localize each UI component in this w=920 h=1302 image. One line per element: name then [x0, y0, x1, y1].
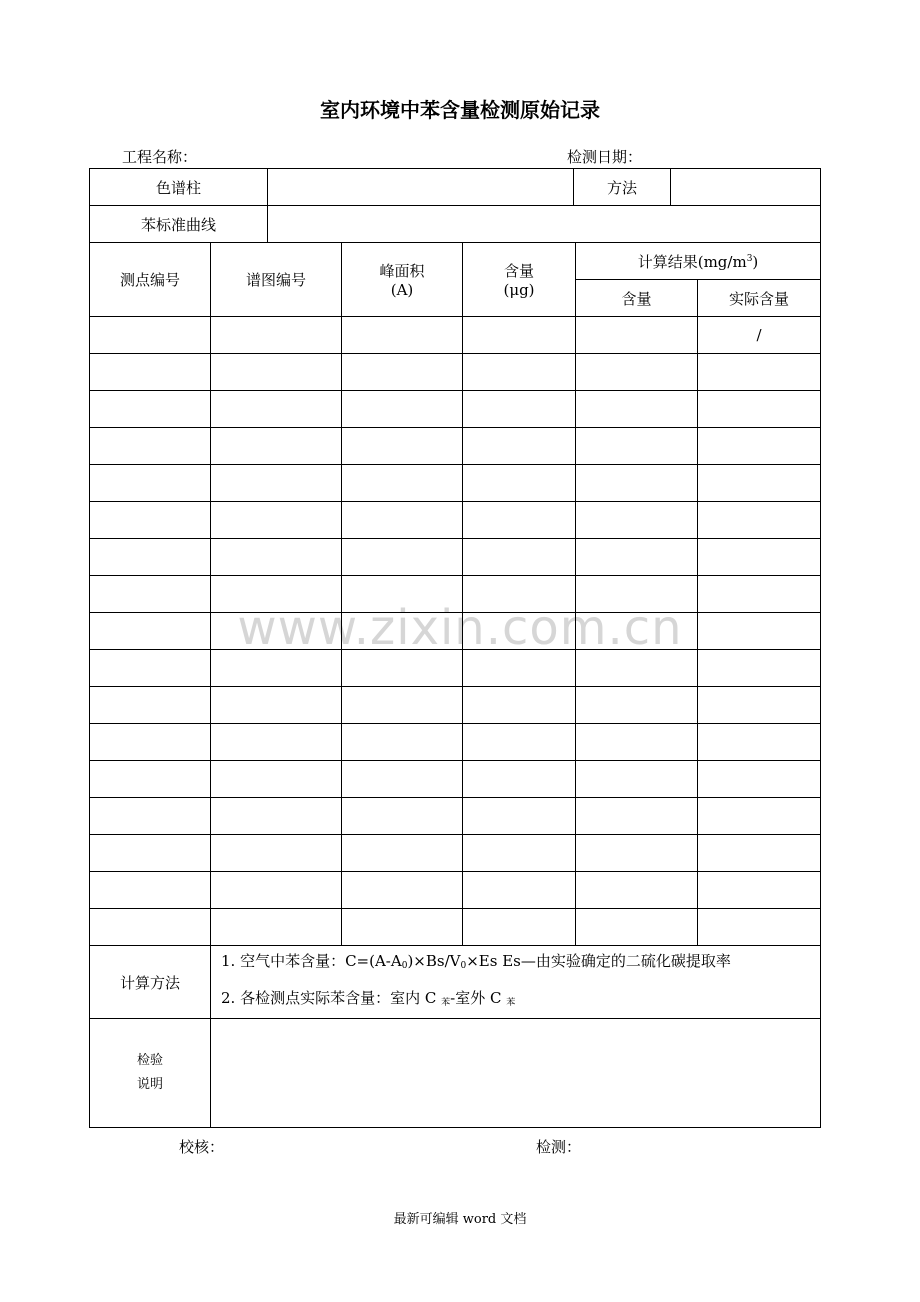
table-cell[interactable]: [211, 724, 342, 761]
table-cell[interactable]: [211, 576, 342, 613]
table-cell[interactable]: [211, 761, 342, 798]
notes-label: [90, 1019, 211, 1128]
calc-formula-2: [211, 988, 820, 1013]
calc-method-row: [90, 946, 821, 1019]
table-row: [90, 872, 821, 909]
table-row: [90, 613, 821, 650]
formula1-sub-0: 0: [401, 961, 408, 971]
table-cell[interactable]: [211, 465, 342, 502]
calc-formula-1: [211, 951, 820, 976]
table-cell[interactable]: [342, 613, 463, 650]
table-cell[interactable]: [90, 502, 211, 539]
table-row: [90, 502, 821, 539]
content-label: 含量: [503, 262, 534, 280]
table-cell[interactable]: [211, 872, 342, 909]
formula2-sub-a: 苯: [441, 998, 451, 1008]
tester-label: 检测：: [536, 1138, 582, 1156]
table-cell[interactable]: [463, 428, 576, 465]
table-cell[interactable]: [342, 539, 463, 576]
table-row: [90, 650, 821, 687]
table-cell[interactable]: [342, 761, 463, 798]
table-cell[interactable]: [576, 872, 698, 909]
table-row: [90, 465, 821, 502]
table-cell[interactable]: [576, 465, 698, 502]
col-point-number: 测点编号: [90, 243, 211, 317]
info-row-column: [90, 169, 821, 206]
table-row: [90, 724, 821, 761]
notes-row: [90, 1019, 821, 1128]
table-cell[interactable]: [90, 724, 211, 761]
table-row: [90, 687, 821, 724]
page-title: 室内环境中苯含量检测原始记录: [320, 98, 600, 122]
table-cell[interactable]: [342, 909, 463, 946]
calc-result-exponent: 3: [746, 253, 753, 264]
col-result-actual-content: 实际含量: [698, 280, 821, 317]
table-cell[interactable]: [698, 872, 821, 909]
table-cell[interactable]: [90, 909, 211, 946]
table-cell[interactable]: [463, 687, 576, 724]
formula1-part-b: )×Bs/V: [407, 952, 461, 970]
table-cell[interactable]: [463, 465, 576, 502]
table-cell[interactable]: [576, 687, 698, 724]
table-cell[interactable]: [90, 539, 211, 576]
formula2-part-a: 2. 各检测点实际苯含量：室内 C: [221, 989, 442, 1007]
col-peak-area: [342, 243, 463, 317]
table-cell[interactable]: [90, 650, 211, 687]
table-cell[interactable]: [211, 835, 342, 872]
notes-label-line-1: 检验: [136, 1053, 163, 1068]
table-cell[interactable]: [463, 909, 576, 946]
table-cell[interactable]: [463, 576, 576, 613]
table-cell[interactable]: [90, 354, 211, 391]
column-value[interactable]: [268, 169, 574, 206]
peak-area-label: 峰面积: [379, 262, 425, 280]
table-cell[interactable]: [463, 650, 576, 687]
notes-content[interactable]: [211, 1019, 821, 1128]
table-cell[interactable]: [90, 428, 211, 465]
table-cell[interactable]: [211, 687, 342, 724]
formula2-part-b: -室外 C: [450, 989, 507, 1007]
table-cell[interactable]: [90, 761, 211, 798]
table-cell[interactable]: [698, 687, 821, 724]
table-cell[interactable]: [463, 613, 576, 650]
footnote: 最新可编辑 word 文档: [393, 1212, 527, 1227]
table-cell[interactable]: [342, 391, 463, 428]
table-cell[interactable]: [698, 724, 821, 761]
formula1-sub-1: 0: [460, 961, 467, 971]
table-cell[interactable]: [698, 909, 821, 946]
table-row: [90, 428, 821, 465]
table-cell[interactable]: [576, 502, 698, 539]
peak-area-unit: (A): [390, 281, 414, 299]
calc-result-close: ): [752, 252, 759, 271]
table-cell[interactable]: [698, 354, 821, 391]
table-cell[interactable]: [90, 872, 211, 909]
table-cell[interactable]: [211, 650, 342, 687]
table-cell[interactable]: [342, 872, 463, 909]
table-cell[interactable]: [211, 798, 342, 835]
table-cell[interactable]: [576, 909, 698, 946]
table-cell[interactable]: [463, 502, 576, 539]
table-cell[interactable]: [211, 539, 342, 576]
table-cell[interactable]: [576, 761, 698, 798]
table-cell[interactable]: [342, 687, 463, 724]
table-cell[interactable]: [698, 428, 821, 465]
standard-curve-label: 苯标准曲线: [90, 206, 268, 243]
table-row: [90, 576, 821, 613]
table-row: [90, 354, 821, 391]
calc-method-label: 计算方法: [90, 946, 211, 1019]
table-row: [90, 798, 821, 835]
table-cell[interactable]: [342, 650, 463, 687]
formula1-part-c: ×Es Es—由实验确定的二硫化碳提取率: [466, 952, 731, 970]
project-name-label: 工程名称：: [122, 148, 198, 166]
table-cell[interactable]: [698, 465, 821, 502]
table-row: [90, 835, 821, 872]
table-row: [90, 909, 821, 946]
header-row: [90, 243, 821, 280]
col-calc-result: [576, 243, 821, 280]
table-cell[interactable]: [576, 317, 698, 354]
table-cell[interactable]: [698, 502, 821, 539]
formula2-sub-b: 苯: [506, 998, 516, 1008]
table-cell[interactable]: [698, 835, 821, 872]
table-cell[interactable]: [463, 391, 576, 428]
table-cell[interactable]: [90, 391, 211, 428]
review-label: 校核：: [179, 1138, 225, 1156]
test-date-label: 检测日期：: [567, 148, 643, 166]
table-cell[interactable]: [90, 687, 211, 724]
data-table: [89, 242, 821, 1128]
table-cell[interactable]: [576, 428, 698, 465]
table-cell[interactable]: [463, 539, 576, 576]
table-cell[interactable]: [576, 539, 698, 576]
table-cell[interactable]: [342, 354, 463, 391]
table-cell[interactable]: [211, 354, 342, 391]
table-cell[interactable]: [463, 354, 576, 391]
table-cell[interactable]: [463, 798, 576, 835]
table-cell[interactable]: [576, 354, 698, 391]
table-cell[interactable]: [698, 761, 821, 798]
table-row: [90, 761, 821, 798]
table-cell[interactable]: [463, 835, 576, 872]
table-cell[interactable]: [463, 724, 576, 761]
table-cell[interactable]: [576, 835, 698, 872]
table-row: [90, 317, 821, 354]
col-result-content: 含量: [576, 280, 698, 317]
calc-method-content: [211, 946, 821, 1019]
table-cell[interactable]: [342, 724, 463, 761]
table-cell[interactable]: [90, 613, 211, 650]
table-cell[interactable]: [90, 317, 211, 354]
table-cell[interactable]: [463, 761, 576, 798]
info-row-curve: [90, 206, 821, 243]
column-label: 色谱柱: [90, 169, 268, 206]
table-cell[interactable]: [211, 909, 342, 946]
table-cell[interactable]: [211, 391, 342, 428]
table-cell[interactable]: [211, 613, 342, 650]
content-unit: (μg): [503, 281, 535, 299]
method-value[interactable]: [671, 169, 821, 206]
table-cell[interactable]: [698, 539, 821, 576]
table-cell[interactable]: [211, 502, 342, 539]
table-cell[interactable]: [342, 798, 463, 835]
notes-label-line-2: 说明: [136, 1077, 163, 1092]
info-table: [89, 168, 821, 243]
table-cell[interactable]: /: [698, 317, 821, 354]
formula1-part-a: 1. 空气中苯含量：C=(A-A: [221, 952, 402, 970]
table-cell[interactable]: [576, 613, 698, 650]
table-cell[interactable]: [463, 872, 576, 909]
table-row: [90, 391, 821, 428]
table-cell[interactable]: [342, 428, 463, 465]
table-cell[interactable]: [698, 391, 821, 428]
table-cell[interactable]: [90, 576, 211, 613]
table-cell[interactable]: [342, 835, 463, 872]
table-cell[interactable]: [698, 576, 821, 613]
watermark: www.zixin.com.cn: [237, 600, 683, 656]
table-cell[interactable]: [463, 317, 576, 354]
table-cell[interactable]: [342, 465, 463, 502]
table-cell[interactable]: [90, 465, 211, 502]
table-cell[interactable]: [698, 650, 821, 687]
col-content: [463, 243, 576, 317]
calc-result-label: 计算结果(mg/m: [637, 252, 747, 271]
table-cell[interactable]: [576, 391, 698, 428]
table-cell[interactable]: [576, 576, 698, 613]
col-chromatogram-number: 谱图编号: [211, 243, 342, 317]
method-label: 方法: [574, 169, 671, 206]
table-cell[interactable]: [698, 798, 821, 835]
table-cell[interactable]: [90, 835, 211, 872]
table-cell[interactable]: [342, 502, 463, 539]
table-cell[interactable]: [698, 613, 821, 650]
table-cell[interactable]: [211, 317, 342, 354]
table-cell[interactable]: [342, 317, 463, 354]
table-row: [90, 539, 821, 576]
table-cell[interactable]: [576, 724, 698, 761]
table-cell[interactable]: [211, 428, 342, 465]
standard-curve-value[interactable]: [268, 206, 821, 243]
table-cell[interactable]: [576, 798, 698, 835]
table-cell[interactable]: [576, 650, 698, 687]
table-cell[interactable]: [90, 798, 211, 835]
table-cell[interactable]: [342, 576, 463, 613]
